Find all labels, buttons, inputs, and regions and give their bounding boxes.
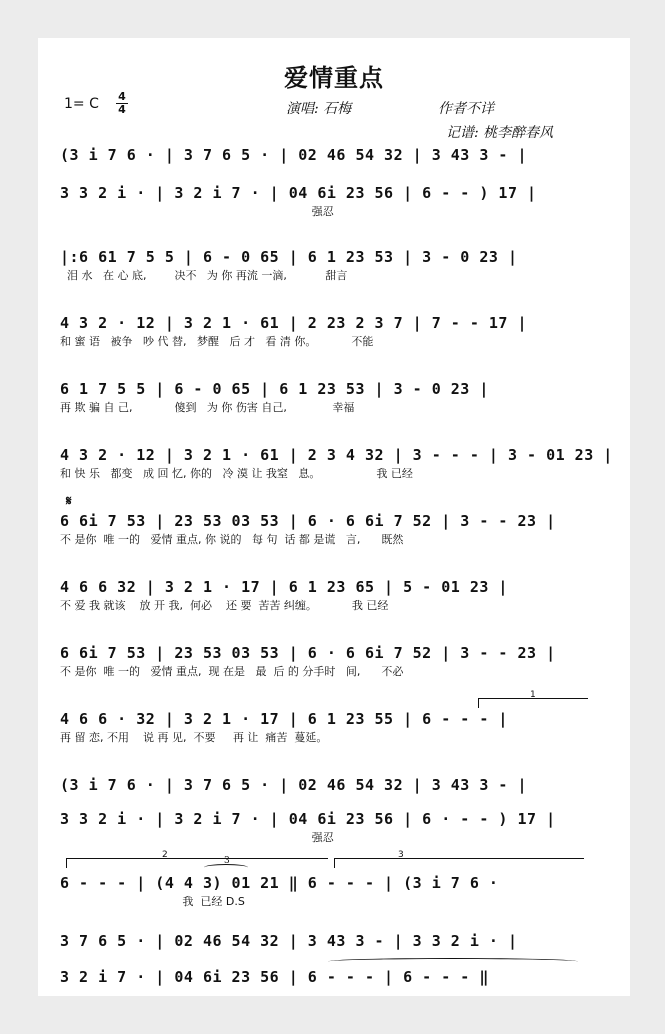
key-signature: 1= C — [64, 96, 99, 112]
notes-line: 4 6 6 32 | 3 2 1 · 17 | 6 1 23 65 | 5 - 01 23 | — [60, 578, 508, 596]
volta-number: 1 — [530, 690, 536, 700]
song-title: 爱情重点 — [284, 64, 384, 92]
lyrics-line: 和 快 乐 都变 成 回 忆, 你的 冷 漠 让 我窒 息。 我 已经 — [60, 467, 413, 480]
notes-line: 3 3 2 i · | 3 2 i 7 · | 04 6i 23 56 | 6 - - ) 17 | — [60, 184, 537, 202]
lyrics-line: 不 是你 唯 一的 爱情 重点, 现 在是 最 后 的 分手时 间, 不必 — [60, 665, 404, 678]
notes-line: (3 i 7 6 · | 3 7 6 5 · | 02 46 54 32 | 3 43 3 - | — [60, 146, 528, 164]
notation-system-2 — [60, 184, 620, 219]
notes-line: 4 3 2 · 12 | 3 2 1 · 61 | 2 23 2 3 7 | 7 - - 17 | — [60, 314, 528, 332]
tie-slur — [328, 958, 578, 965]
volta-tick — [478, 698, 479, 708]
notation-system-10 — [60, 710, 620, 745]
notation-system-11 — [60, 776, 620, 794]
time-signature — [116, 92, 128, 115]
segno-sign: 𝄋 — [66, 494, 72, 509]
arranger-credit: 记谱: 桃李醉春风 — [446, 125, 554, 141]
notes-line: 3 2 i 7 · | 04 6i 23 56 | 6 - - - | 6 - - - ‖ — [60, 968, 489, 986]
volta-bracket-1 — [478, 690, 588, 700]
meter-bottom: 4 — [118, 103, 126, 116]
notes-line: 3 3 2 i · | 3 2 i 7 · | 04 6i 23 56 | 6 · - - ) 17 | — [60, 810, 556, 828]
volta-bracket-3 — [334, 850, 584, 860]
notation-system-1 — [60, 146, 620, 167]
volta-tick — [334, 858, 335, 868]
lyrics-line: 再 欺 骗 自 己, 傻到 为 你 伤害 自己, 幸福 — [60, 401, 355, 414]
notes-line: 6 1 7 5 5 | 6 - 0 65 | 6 1 23 53 | 3 - 0 23 | — [60, 380, 489, 398]
volta-number: 2 — [162, 850, 168, 860]
volta-number: 3 — [398, 850, 404, 860]
notes-line: 4 6 6 · 32 | 3 2 1 · 17 | 6 1 23 55 | 6 - - - | — [60, 710, 508, 728]
singer-credit: 演唱: 石梅 — [286, 101, 352, 117]
volta-tick — [66, 858, 67, 868]
lyrics-line: 和 蜜 语 被争 吵 代 替, 梦醒 后 才 看 清 你。 不能 — [60, 335, 374, 348]
notes-line: 3 7 6 5 · | 02 46 54 32 | 3 43 3 - | 3 3 2 i · | — [60, 932, 518, 950]
notes-line: 6 6i 7 53 | 23 53 03 53 | 6 · 6 6i 7 52 | 3 - - 23 | — [60, 644, 556, 662]
notes-line: (3 i 7 6 · | 3 7 6 5 · | 02 46 54 32 | 3 43 3 - | — [60, 776, 528, 794]
notes-line: 6 - - - | (4 4 3) 01 21 ‖ 6 - - - | (3 i 7 6 · — [60, 874, 499, 892]
notation-system-6 — [60, 446, 620, 481]
lyrics-line: 强忍 — [60, 205, 334, 218]
notation-system-13 — [60, 874, 620, 909]
composer-credit: 作者不详 — [438, 101, 494, 117]
notation-system-7 — [60, 512, 620, 547]
notation-system-4 — [60, 314, 620, 349]
score-sheet — [38, 38, 630, 996]
notation-system-14 — [60, 932, 620, 950]
lyrics-line: 再 留 恋, 不用 说 再 见, 不要 再 让 痛苦 蔓延。 — [60, 731, 328, 744]
notes-line: 6 6i 7 53 | 23 53 03 53 | 6 · 6 6i 7 52 | 3 - - 23 | — [60, 512, 556, 530]
notes-line: 4 3 2 · 12 | 3 2 1 · 61 | 2 3 4 32 | 3 - - - | 3 - 01 23 | — [60, 446, 613, 464]
triplet-number: 3 — [224, 856, 230, 866]
notes-line: |:6 61 7 5 5 | 6 - 0 65 | 6 1 23 53 | 3 - 0 23 | — [60, 248, 518, 266]
lyrics-line: 不 是你 唯 一的 爱情 重点, 你 说的 每 句 话 都 是谎 言, 既然 — [60, 533, 404, 546]
lyrics-line: 我 已经 D.S — [60, 895, 245, 908]
notation-system-8 — [60, 578, 620, 613]
lyrics-line: 泪 水 在 心 底, 决不 为 你 再流 一滴, 甜言 — [60, 269, 348, 282]
notation-system-9 — [60, 644, 620, 679]
lyrics-line: 不 爱 我 就该 放 开 我, 何必 还 要 苦苦 纠缠。 我 已经 — [60, 599, 389, 612]
notation-system-3 — [60, 248, 620, 283]
notation-system-15 — [60, 968, 620, 986]
meter-top: 4 — [118, 90, 126, 103]
lyrics-line: 强忍 — [60, 831, 334, 844]
notation-system-12 — [60, 810, 620, 845]
volta-bracket-2 — [66, 850, 328, 860]
notation-system-5 — [60, 380, 620, 415]
